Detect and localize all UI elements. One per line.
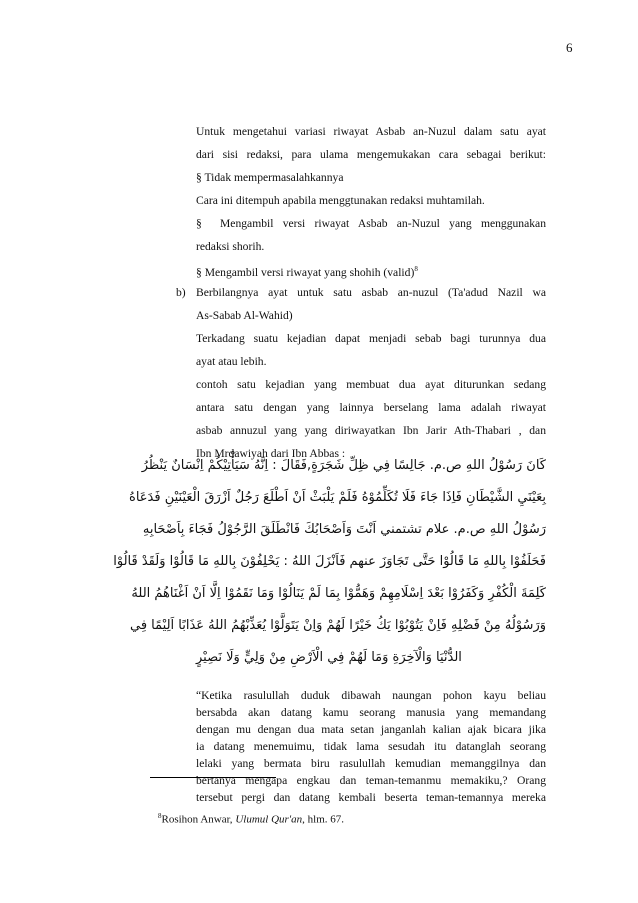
paragraph-line: Terkadang suatu kejadian dapat menjadi sebab bagi turunnya dua — [196, 332, 546, 345]
arabic-line: وَرَسُوْلُهُ مِنْ فَضْلِهِ فَاِنْ يَتُوْبُوْا يَكُ خَيْرًا لَهُمْ وَاِنْ يَتَوَلَّوْا يُعَذِّبْهُمُ اللهُ عَذَابًا اَلِيْمًا فِي — [129, 618, 546, 633]
paragraph-line: antara satu dengan yang lainnya berselang lama adalah riwayat — [196, 401, 546, 414]
arabic-line: بِعَيْنَيِ الشَّيْطَانِ فَاِذَا جَاءَ فَلَا تُكَلِّمُوْهُ فَلَمْ يَلْبَثْ اَنْ اَطْلَعَ رَجُلٌ اَزْرَقَ الْعَيْنَيْنِ فَدَعَاهُ — [129, 490, 546, 505]
bullet-description: Cara ini ditempuh apabila menggtunakan redaksi muhtamilah. — [196, 194, 485, 207]
list-label: b) — [176, 286, 186, 299]
arabic-line: الدُّنْيَا وَالْآخِرَةِ وَمَا لَهُمْ فِي الْاَرْضِ مِنْ وَلِيٍّ وَلَا نَصِيْرٍ — [196, 650, 462, 665]
bullet-item — [196, 212, 546, 235]
quote-line: bertanya mengapa engkau dan teman-temanmu memakiku,? Orang — [196, 774, 546, 787]
paragraph-line: Untuk mengetahui variasi riwayat Asbab an-Nuzul dalam satu ayat — [196, 125, 546, 138]
arabic-line: كَلِمَةَ الْكُفْرِ وَكَفَرُوْا بَعْدَ اِسْلَامِهِمْ وَهَمُّوْا بِمَا لَمْ يَنَالُوْا وَمَا نَقَمُوْا اِلَّا اَنْ اَغْنَاهُمُ اللهُ — [131, 586, 546, 601]
paragraph-line: asbab annuzul yang yang diriwayatkan Ibn Jarir Ath-Thabari , dan — [196, 424, 546, 437]
quote-line: dengan mu dengan dua mata setan janganlah kalian ajak bicara jika — [196, 723, 546, 736]
paragraph-line: As-Sabab Al-Wahid) — [196, 309, 293, 322]
paragraph-line: contoh satu kejadian yang membuat dua ayat diturunkan sedang — [196, 378, 546, 391]
footnote-author: Rosihon Anwar, — [161, 813, 236, 826]
bullet-item: § Tidak mempermasalahkannya — [196, 171, 344, 184]
quote-line: bersabda akan datang kamu seorang manusia yang memandang — [196, 706, 546, 719]
bullet-continuation: redaksi shorih. — [196, 240, 265, 253]
footnote-title: Ulumul Qur'an — [235, 813, 303, 826]
paragraph-line: ayat atau lebih. — [196, 355, 267, 368]
bullet-text: § Mengambil versi riwayat yang shohih (valid) — [196, 265, 415, 279]
quote-line: ia datang menemuimu, tidak lama sesudah itu datanglah seorang — [196, 740, 546, 753]
footnote-divider — [150, 777, 276, 778]
paragraph-line: dari sisi redaksi, para ulama mengemukakan cara sebagai berikut: — [196, 148, 546, 161]
footnote-number: 8 — [158, 812, 162, 820]
footnote — [158, 812, 344, 826]
arabic-line: رَسُوْلُ اللهِ ص.م. علام تشتمني اَنْتَ وَاَصْحَابُكَ فَانْطَلَقَ الرَّجُوْلُ فَجَاءَ بِاَصْحَابِهِ — [142, 522, 546, 537]
paragraph-line: Berbilangnya ayat untuk satu asbab an-nuzul (Ta'adud Nazil wa — [196, 286, 546, 299]
bullet-text: Mengambil versi riwayat Asbab an-Nuzul yang menggunakan — [220, 217, 546, 230]
footnote-rest: , hlm. 67. — [302, 813, 345, 826]
arabic-line: فَحَلَفُوْا بِاللهِ مَا قَالُوْا حَتَّى تَجَاوَزَ عنهم فَاَنْزَلَ اللهُ : يَحْلِفُوْنَ بِاللهِ مَا قَالُوْا وَلَقَدْ قَالُوْا — [113, 554, 546, 569]
bullet-symbol: § — [196, 217, 202, 230]
quote-line: lelaki yang bermata biru rasulullah kemudian memanggilnya dan — [196, 757, 546, 770]
quote-line: “Ketika rasulullah duduk dibawah naungan pohon kayu beliau — [196, 689, 546, 702]
arabic-line: كَانَ رَسُوْلُ اللهِ ص.م. جَالِسًا فِي ظِلِّ شَجَرَةٍ,فَقَالَ : اِنَّهُ سَيَأْتِيْكُمْ اِنْسَانٌ يَنْظُرُ — [141, 458, 546, 473]
quote-line: tersebut pergi dan datang kembali beserta teman-temannya mereka — [196, 790, 546, 807]
page-number: 6 — [566, 40, 573, 55]
footnote-ref: 8 — [414, 265, 418, 273]
paragraph-line: Ibn Mrdawiyah dari Ibn Abbas : — [196, 447, 346, 460]
